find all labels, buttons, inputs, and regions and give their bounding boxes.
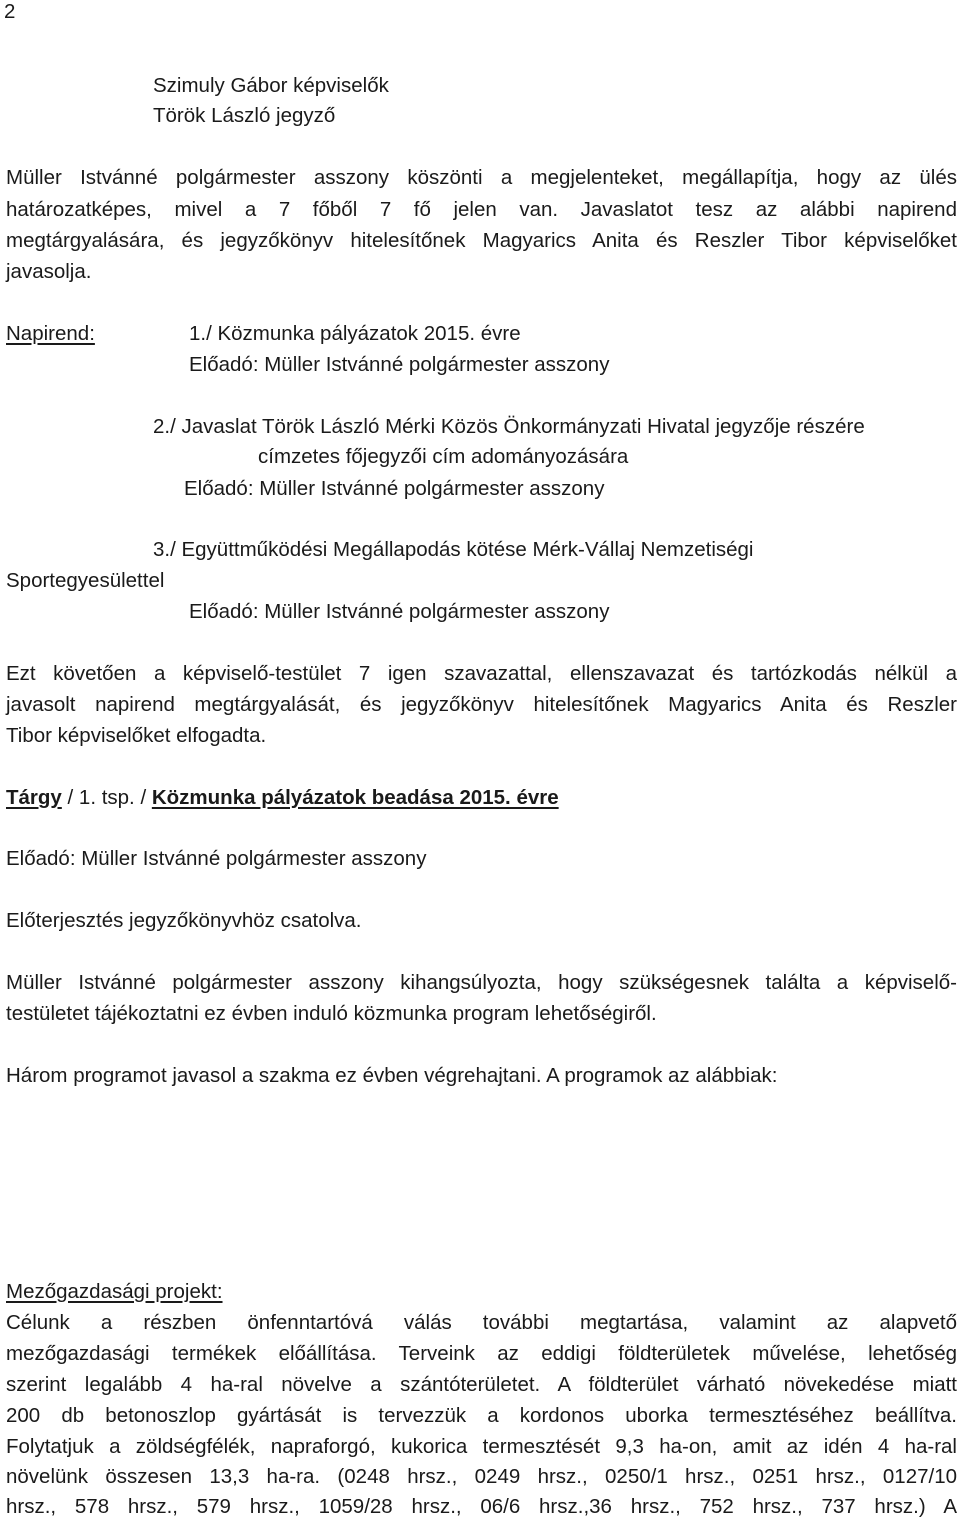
- agenda-item-2-title: 2./ Javaslat Török László Mérki Közös Önkormányzati Hivatal jegyzője részére: [153, 415, 865, 438]
- subject-label: Tárgy: [6, 786, 62, 809]
- agenda-item-2-presenter: Előadó: Müller Istvánné polgármester asszony: [184, 477, 605, 500]
- intro-line: Müller Istvánné polgármester asszony köszönti a megjelenteket, megállapítja, hogy az ülés: [6, 166, 957, 189]
- vote-line: javasolt napirend megtárgyalását, és jegyzőkönyv hitelesítőnek Magyarics Anita és Reszler: [6, 693, 957, 716]
- agri-line: Célunk a részben önfenntartóvá válás további megtartása, valamint az alapvető: [6, 1311, 957, 1334]
- intro-line: javasolja.: [6, 260, 92, 283]
- agenda-item-3-title-cont: Sportegyesülettel: [6, 569, 165, 592]
- vote-line: Ezt követően a képviselő-testület 7 igen szavazattal, ellenszavazat és tartózkodás nélkül a: [6, 662, 957, 685]
- agri-line: növelünk összesen 13,3 ha-ra. (0248 hrsz., 0249 hrsz., 0250/1 hrsz., 0251 hrsz., 0127/10: [6, 1465, 957, 1488]
- agenda-label: Napirend:: [6, 322, 95, 345]
- agri-line: hrsz., 578 hrsz., 579 hrsz., 1059/28 hrsz., 06/6 hrsz.,36 hrsz., 752 hrsz., 737 hrsz.) A: [6, 1495, 957, 1518]
- agri-line: mezőgazdasági termékek előállítása. Terveink az eddigi földterületek művelése, lehetőség: [6, 1342, 957, 1365]
- page-number: 2: [4, 0, 16, 23]
- emphasis-line: Müller Istvánné polgármester asszony kihangsúlyozta, hogy szükségesnek találta a képviselő-: [6, 971, 957, 994]
- intro-line: határozatképes, mivel a 7 főből 7 fő jelen van. Javaslatot tesz az alábbi napirend: [6, 198, 957, 221]
- agenda-item-3-presenter: Előadó: Müller Istvánné polgármester asszony: [189, 600, 610, 623]
- agri-line: szerint legalább 4 ha-ral növelve a szántóterületet. A földterület várható növekedése miatt: [6, 1373, 957, 1396]
- attendee-line: Török László jegyző: [153, 104, 336, 127]
- subject-line: [6, 788, 559, 809]
- programs-intro: Három programot javasol a szakma ez évben végrehajtani. A programok az alábbiak:: [6, 1064, 778, 1087]
- agenda-item-3-title: 3./ Együttműködési Megállapodás kötése Mérk-Vállaj Nemzetiségi: [153, 538, 754, 561]
- agri-line: Folytatjuk a zöldségfélék, napraforgó, kukorica termesztését 9,3 ha-on, amit az idén 4 ha-ral: [6, 1435, 957, 1458]
- agenda-item-1-title: 1./ Közmunka pályázatok 2015. évre: [189, 322, 521, 345]
- subject-title: Közmunka pályázatok beadása 2015. évre: [151, 786, 559, 809]
- attendee-line: Szimuly Gábor képviselők: [153, 74, 389, 97]
- vote-line: Tibor képviselőket elfogadta.: [6, 724, 267, 747]
- agenda-item-1-presenter: Előadó: Müller Istvánné polgármester asszony: [189, 353, 610, 376]
- subject-number: / 1. tsp. /: [61, 786, 152, 809]
- attachment-note: Előterjesztés jegyzőkönyvhöz csatolva.: [6, 909, 362, 932]
- emphasis-line: testületet tájékoztatni ez évben induló közmunka program lehetőségiről.: [6, 1002, 657, 1025]
- presenter: Előadó: Müller Istvánné polgármester asszony: [6, 847, 427, 870]
- agri-line: 200 db betonoszlop gyártását is tervezzük a kordonos uborka termesztéséhez beállítva.: [6, 1404, 957, 1427]
- agri-heading: Mezőgazdasági projekt:: [6, 1280, 223, 1303]
- agenda-item-2-title-cont: címzetes főjegyzői cím adományozására: [258, 445, 629, 468]
- intro-line: megtárgyalására, és jegyzőkönyv hitelesítőnek Magyarics Anita és Reszler Tibor képviselőket: [6, 229, 957, 252]
